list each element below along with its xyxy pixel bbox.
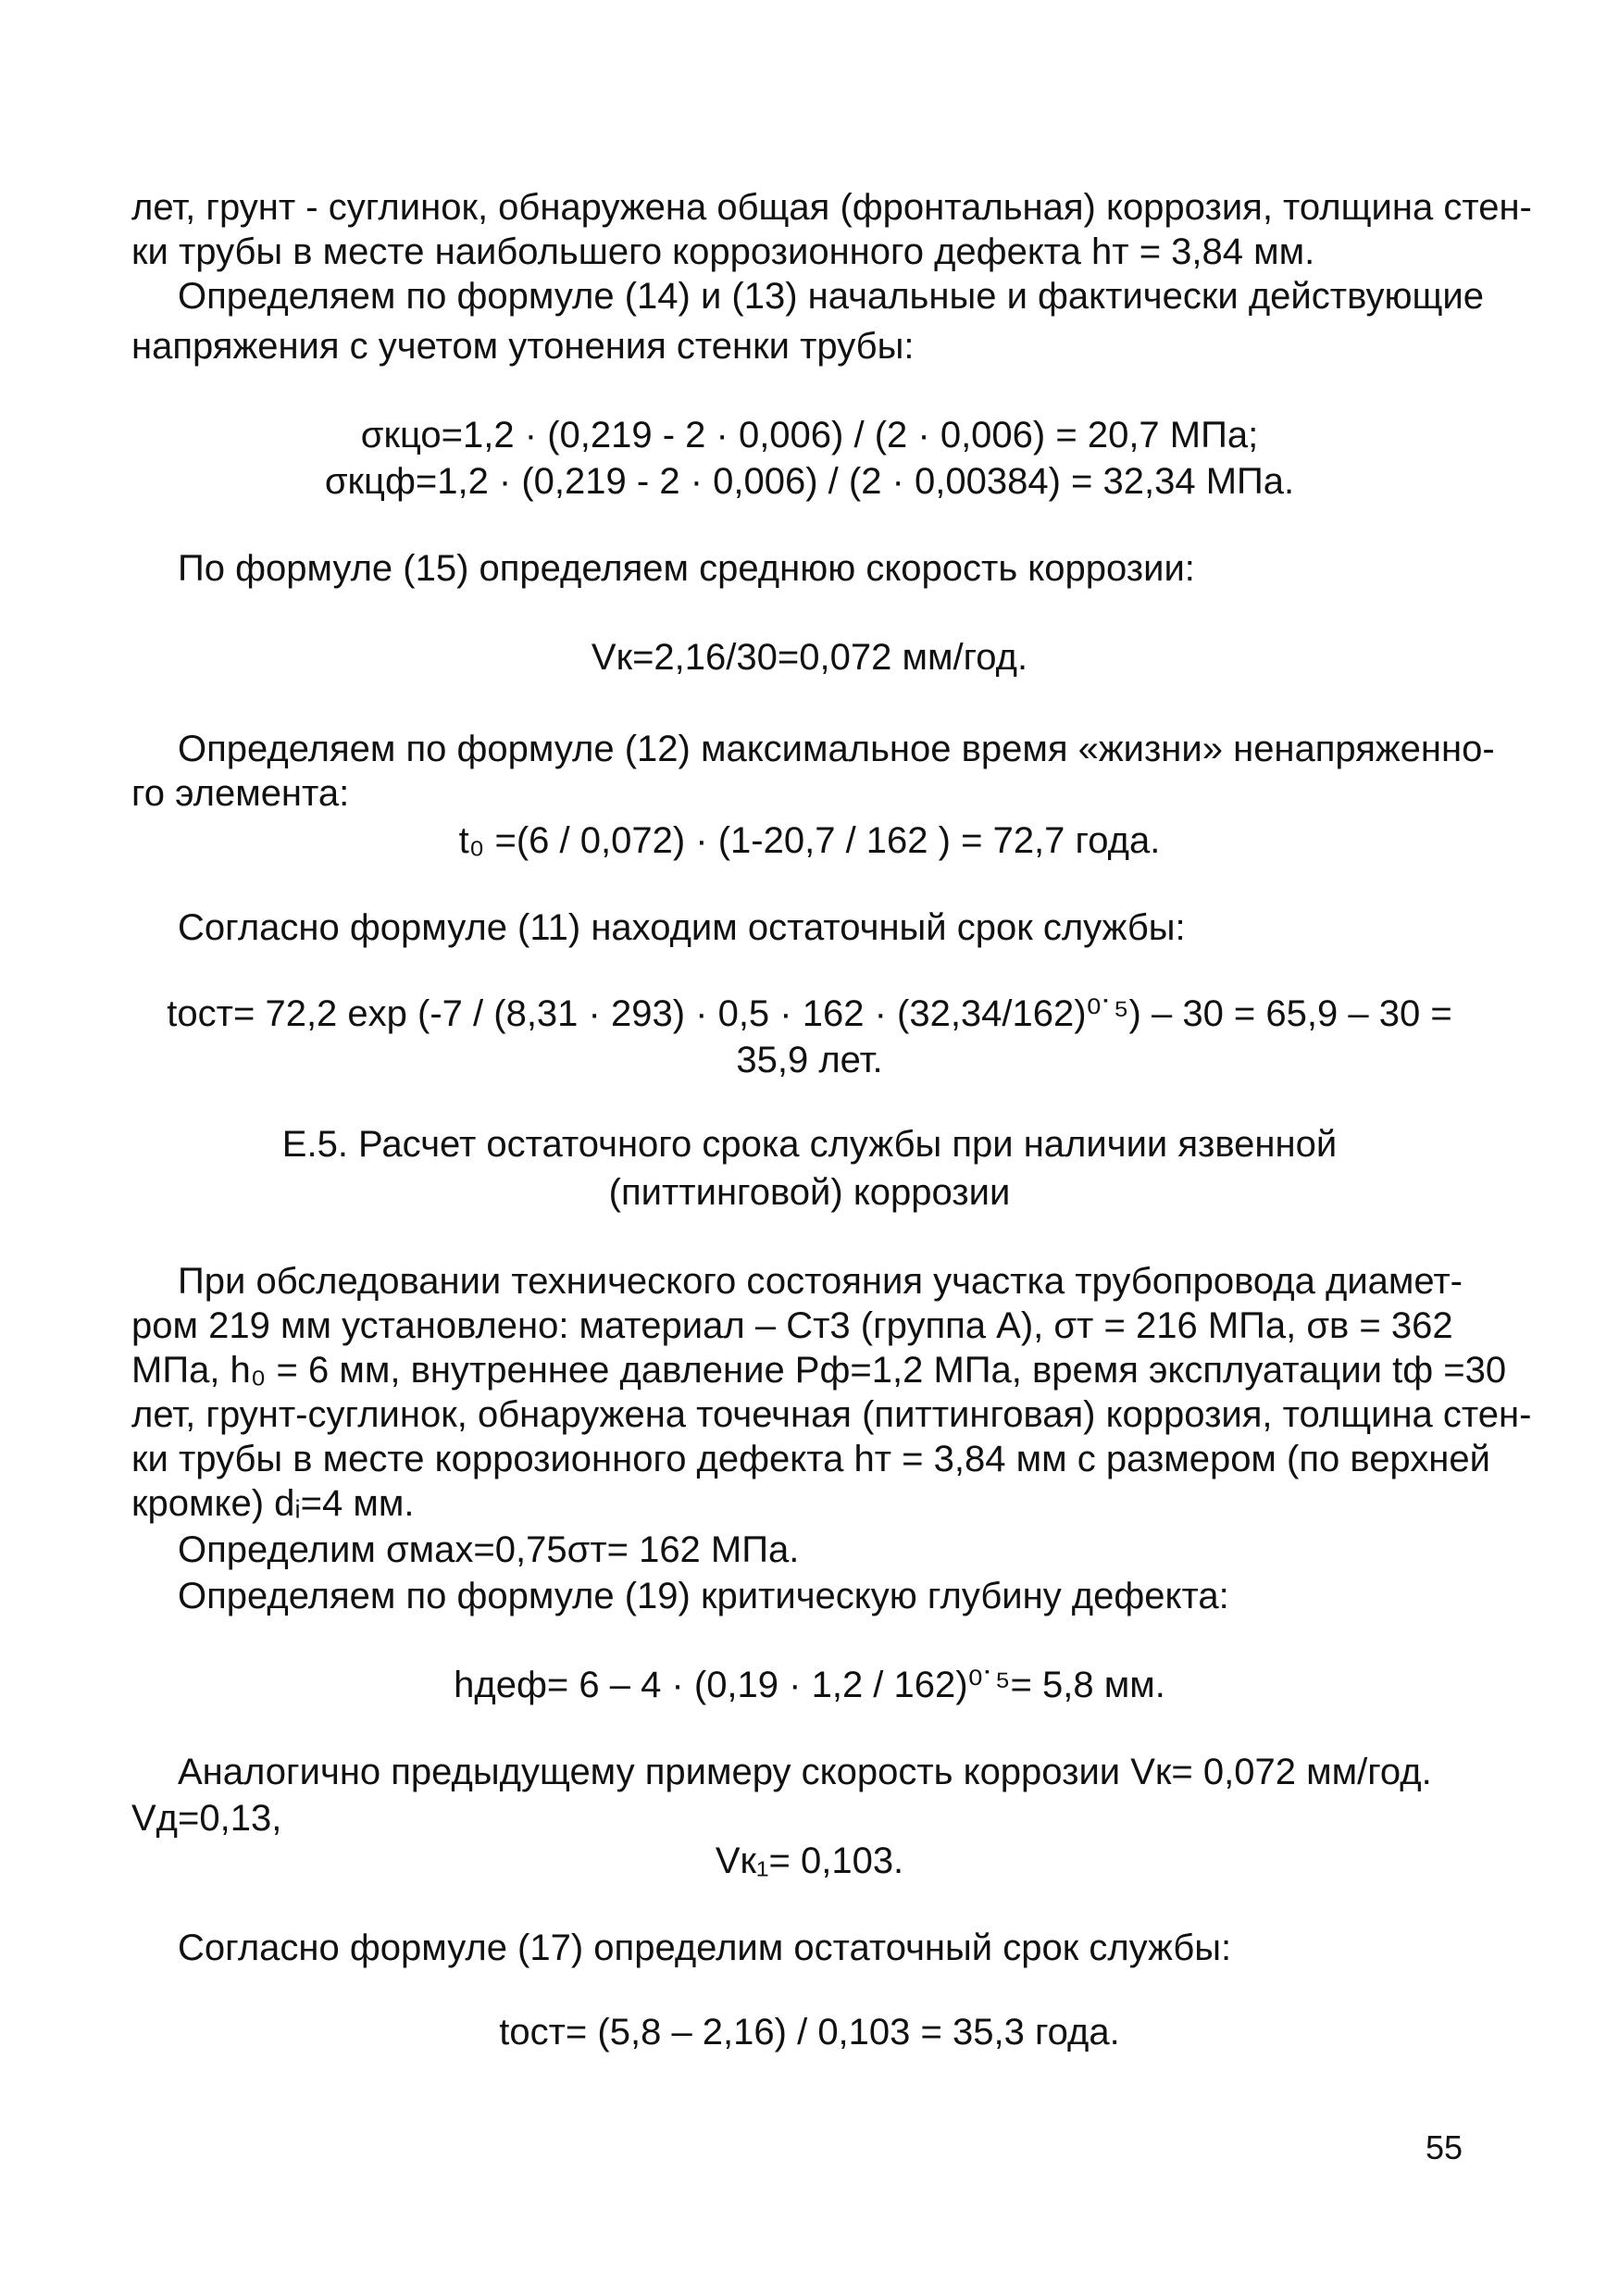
body2-line-8: Определяем по формуле (19) критическую глубину дефекта: — [178, 1576, 1229, 1616]
section-title-line-1: Е.5. Расчет остаточного срока службы при наличии язвенной — [281, 1124, 1338, 1165]
formula-tost-line-2: 35,9 лет. — [736, 1040, 883, 1080]
t0-intro-line-2: го элемента: — [131, 773, 350, 814]
body2-line-4: лет, грунт-суглинок, обнаружена точечная (питтинговая) коррозия, толщина стен- — [131, 1394, 1532, 1435]
page-number: 55 — [1426, 2128, 1463, 2166]
formula-vk1: Vк₁= 0,103. — [715, 1841, 904, 1881]
t0-intro-line-1: Определяем по формуле (12) максимальное время «жизни» ненапряженно- — [178, 729, 1495, 769]
body2-line-6: кромке) dᵢ=4 мм. — [131, 1483, 415, 1524]
intro-line-3: Определяем по формуле (14) и (13) начальные и фактически действующие — [178, 276, 1484, 317]
tost-intro: Согласно формуле (11) находим остаточный срок службы: — [178, 907, 1186, 948]
formula-hdef: hдеф= 6 – 4 · (0,19 · 1,2 / 162)⁰˙⁵= 5,8 мм. — [454, 1665, 1165, 1705]
analog-line-1: Аналогично предыдущему примеру скорость коррозии Vк= 0,072 мм/год. — [178, 1752, 1432, 1792]
formula-vk: Vк=2,16/30=0,072 мм/год. — [591, 637, 1028, 678]
formula-sigma-kcf: σкцф=1,2 · (0,219 - 2 · 0,006) / (2 · 0,00384) = 32,34 МПа. — [324, 461, 1295, 502]
speed-intro: По формуле (15) определяем среднюю скорость коррозии: — [178, 548, 1195, 589]
formula-t0: t₀ =(6 / 0,072) · (1-20,7 / 162 ) = 72,7 года. — [458, 820, 1161, 861]
body2-line-7: Определим σмах=0,75σт= 162 МПа. — [178, 1529, 800, 1570]
body2-line-5: ки трубы в месте коррозионного дефекта hт = 3,84 мм с размером (по верхней — [131, 1439, 1490, 1479]
tost2-intro: Согласно формуле (17) определим остаточный срок службы: — [178, 1928, 1232, 1968]
body2-line-3: МПа, h₀ = 6 мм, внутреннее давление Pф=1,2 МПа, время эксплуатации tф =30 — [131, 1350, 1507, 1391]
body2-line-1: При обследовании технического состояния участка трубопровода диамет- — [178, 1261, 1463, 1302]
analog-line-2: Vд=0,13, — [131, 1798, 282, 1839]
intro-line-1: лет, грунт - суглинок, обнаружена общая (фронтальная) коррозия, толщина стен- — [131, 187, 1532, 228]
intro-line-2: ки трубы в месте наибольшего коррозионного дефекта hт = 3,84 мм. — [131, 231, 1315, 272]
section-title-line-2: (питтинговой) коррозии — [608, 1172, 1011, 1213]
formula-tost-line-1: tост= 72,2 exp (-7 / (8,31 · 293) · 0,5 · 162 · (32,34/162)⁰˙⁵) – 30 = 65,9 – 30 = — [167, 993, 1452, 1034]
body2-line-2: ром 219 мм установлено: материал – Ст3 (группа А), σт = 216 МПа, σв = 362 — [131, 1305, 1453, 1346]
formula-sigma-kco: σкцо=1,2 · (0,219 - 2 · 0,006) / (2 · 0,006) = 20,7 МПа; — [360, 415, 1259, 455]
formula-tost2: tост= (5,8 – 2,16) / 0,103 = 35,3 года. — [499, 2012, 1120, 2053]
intro-line-4: напряжения с учетом утонения стенки трубы: — [131, 326, 915, 367]
